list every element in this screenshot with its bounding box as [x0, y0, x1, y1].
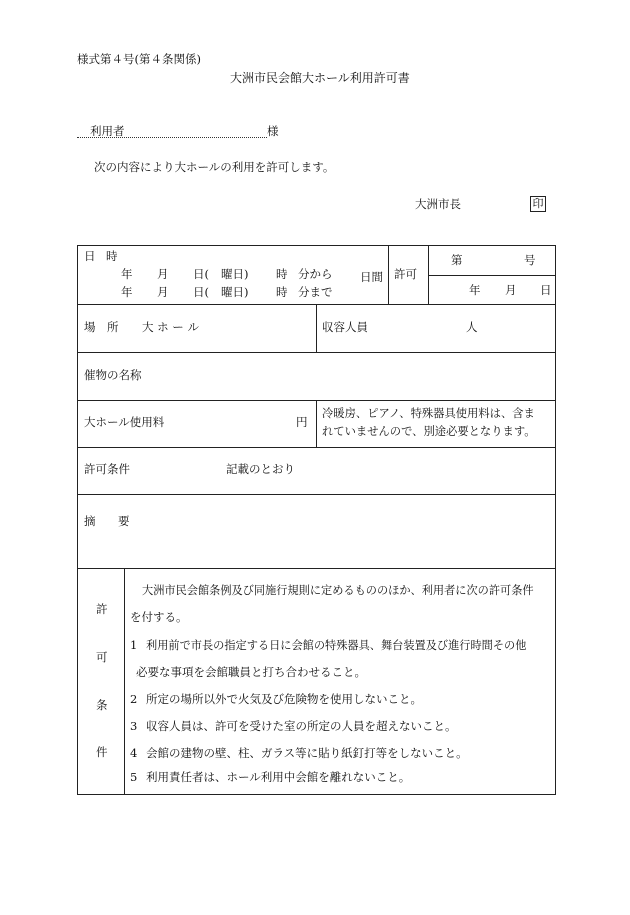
condition-number: 5: [130, 770, 138, 784]
col-divider: [316, 304, 317, 352]
place-label: 場 所: [84, 320, 119, 334]
from-minute: 分から: [298, 267, 333, 281]
col-divider: [316, 400, 317, 447]
recipient-label: 利用者: [90, 124, 125, 138]
event-name-label: 催物の名称: [84, 368, 142, 382]
condition-number: 4: [130, 746, 138, 760]
row-divider: [77, 494, 556, 495]
fee-label: 大ホール使用料: [84, 415, 165, 429]
condition-text-continued: 必要な事項を会館職員と打ち合わせること。: [136, 665, 366, 679]
col-divider: [428, 245, 429, 304]
datetime-label-day: 日: [84, 249, 96, 263]
from-day: 日(: [193, 267, 209, 281]
col-divider: [388, 245, 389, 304]
capacity-unit: 人: [466, 320, 478, 334]
permit-cell-divider: [428, 275, 556, 276]
condition-number: 2: [130, 692, 138, 706]
from-year: 年: [121, 267, 133, 281]
duration-days-label: 日間: [360, 270, 383, 284]
from-hour: 時: [276, 267, 288, 281]
permit-number-suffix: 号: [524, 253, 536, 267]
seal-mark: 印: [530, 196, 546, 212]
document-title: 大洲市民会館大ホール利用許可書: [230, 71, 410, 85]
to-hour: 時: [276, 285, 288, 299]
condition-text: 会館の建物の壁、柱、ガラス等に貼り紙釘打等をしないこと。: [146, 746, 468, 760]
conditions-side-label-2: 可: [96, 650, 108, 664]
permit-conditions-value: 記載のとおり: [226, 462, 295, 476]
fee-note-line-2: れていませんので、別途必要となります。: [322, 425, 536, 438]
permit-number-prefix: 第: [451, 253, 463, 267]
to-minute: 分まで: [298, 285, 333, 299]
to-year: 年: [121, 285, 133, 299]
condition-text: 所定の場所以外で火気及び危険物を使用しないこと。: [146, 692, 422, 706]
issuer-name: 大洲市長: [415, 197, 461, 211]
summary-label-a: 摘: [84, 514, 96, 528]
conditions-intro-line-2: を付する。: [130, 610, 188, 624]
conditions-side-label-1: 許: [96, 602, 108, 616]
summary-label-b: 要: [118, 514, 130, 528]
condition-number: 3: [130, 719, 138, 733]
conditions-side-label-3: 条: [96, 698, 108, 712]
condition-text: 収容人員は、許可を受けた室の所定の人員を超えないこと。: [146, 719, 457, 733]
recipient-honorific: 様: [267, 124, 279, 138]
permit-date-day: 日: [540, 283, 552, 297]
place-value: 大 ホ ー ル: [142, 320, 199, 334]
to-weekday: 曜日): [221, 285, 249, 299]
permit-date-month: 月: [505, 283, 517, 297]
permit-date-year: 年: [469, 283, 481, 297]
conditions-intro-line-1: 大洲市民会館条例及び同施行規則に定めるもののほか、利用者に次の許可条件: [142, 584, 534, 597]
to-month: 月: [157, 285, 169, 299]
row-divider: [77, 352, 556, 353]
from-weekday: 曜日): [221, 267, 249, 281]
datetime-label-time: 時: [106, 249, 118, 263]
permit-conditions-label: 許可条件: [84, 462, 130, 476]
capacity-label: 収容人員: [322, 320, 368, 334]
conditions-side-label-4: 件: [96, 745, 108, 759]
fee-note-line-1: 冷暖房、ピアノ、特殊器具使用料は、含ま: [322, 407, 535, 420]
row-divider: [77, 447, 556, 448]
col-divider: [124, 568, 125, 795]
permit-label: 許可: [394, 267, 417, 281]
from-month: 月: [157, 267, 169, 281]
condition-text: 利用前で市長の指定する日に会館の特殊器具、舞台装置及び進行時間その他: [146, 639, 527, 652]
condition-number: 1: [130, 638, 138, 652]
intro-text: 次の内容により大ホールの利用を許可します。: [94, 160, 335, 174]
form-number: 様式第４号(第４条関係): [77, 52, 201, 66]
to-day: 日(: [193, 285, 209, 299]
fee-unit: 円: [296, 415, 308, 429]
row-divider: [77, 568, 556, 569]
condition-text: 利用責任者は、ホール利用中会館を離れないこと。: [146, 770, 411, 784]
